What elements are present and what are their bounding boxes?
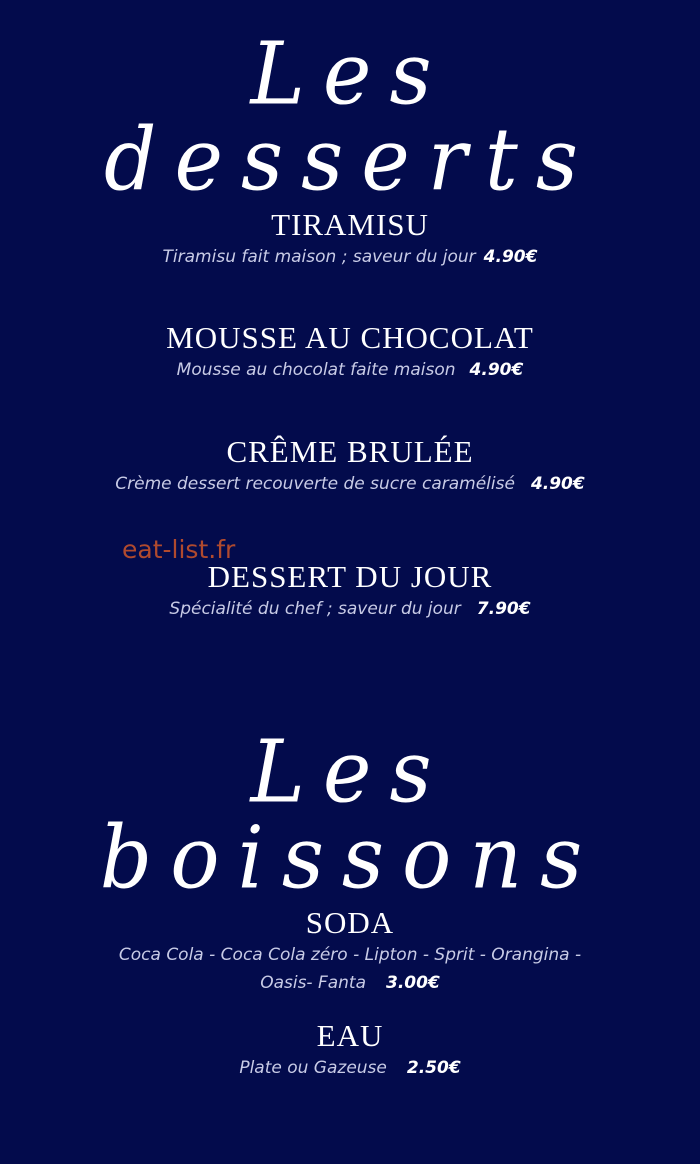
item-description: Spécialité du chef ; saveur du jour xyxy=(169,599,461,619)
watermark: eat-list.fr xyxy=(122,535,236,564)
dessert-item-tiramisu xyxy=(0,207,700,271)
item-price: 3.00€ xyxy=(386,973,440,993)
item-name: TIRAMISU xyxy=(271,207,429,242)
item-price: 7.90€ xyxy=(476,599,531,619)
item-description: Oasis- Fanta xyxy=(260,973,367,993)
item-name: DESSERT DU JOUR xyxy=(207,559,493,594)
item-price: 4.90€ xyxy=(483,247,538,267)
item-description-line xyxy=(0,356,700,384)
item-price: 4.90€ xyxy=(469,360,524,380)
desserts-section-title: Les desserts xyxy=(104,24,596,211)
item-price: 4.90€ xyxy=(530,474,585,494)
boissons-section-title: Les boissons xyxy=(99,722,601,909)
item-description-line: Coca Cola - Coca Cola zéro - Lipton - Sprit - Orangina - xyxy=(118,945,582,965)
boisson-item-eau xyxy=(0,1018,700,1082)
dessert-item-du-jour xyxy=(0,559,700,623)
item-description: Tiramisu fait maison ; saveur du jour xyxy=(162,247,476,267)
item-name: CRÊME BRULÉE xyxy=(226,434,474,469)
item-description-line xyxy=(0,1054,700,1082)
item-description-line xyxy=(0,969,700,997)
item-description-line xyxy=(0,470,700,498)
item-name: MOUSSE AU CHOCOLAT xyxy=(166,320,534,355)
item-description: Crème dessert recouverte de sucre caramélisé xyxy=(115,474,515,494)
dessert-item-mousse xyxy=(0,320,700,384)
item-description-line xyxy=(0,243,700,271)
item-description: Mousse au chocolat faite maison xyxy=(176,360,456,380)
item-price: 2.50€ xyxy=(406,1058,461,1078)
item-name: EAU xyxy=(316,1018,384,1053)
item-description-line xyxy=(0,595,700,623)
item-name: SODA xyxy=(305,905,395,940)
item-description: Plate ou Gazeuse xyxy=(239,1058,387,1078)
dessert-item-creme-brulee xyxy=(0,434,700,498)
boisson-item-soda xyxy=(0,905,700,997)
